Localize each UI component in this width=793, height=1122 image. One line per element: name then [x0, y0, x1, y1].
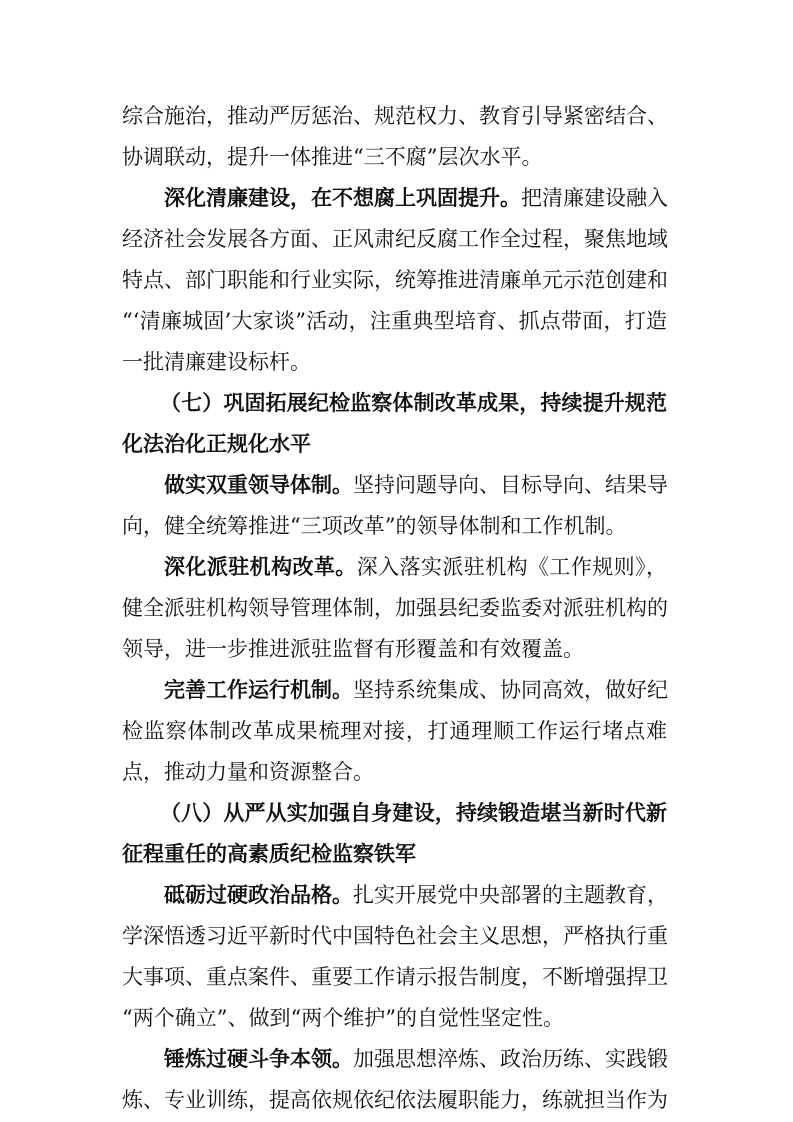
- paragraph-start-line: 完善工作运行机制。坚持系统集成、协同高效，做好纪: [164, 677, 668, 702]
- paragraph-start-line: 砥砺过硬政治品格。扎实开展党中央部署的主题教育，: [164, 882, 668, 907]
- text-line: 经济社会发展各方面、正风肃纪反腐工作全过程，聚焦地域: [122, 227, 668, 251]
- section-heading: （七）巩固拓展纪检监察体制改革成果，持续提升规范: [160, 390, 667, 415]
- paragraph-lead: 深化清廉建设，在不想腐上巩固提升。: [164, 185, 521, 210]
- text-line: 检监察体制改革成果梳理对接，打通理顺工作运行堵点难: [122, 719, 667, 743]
- paragraph-lead: 完善工作运行机制。: [164, 677, 353, 702]
- text-line: 一批清廉建设标杆。: [122, 350, 311, 374]
- section-heading: 征程重任的高素质纪检监察铁军: [122, 841, 416, 866]
- text-line: 学深悟透习近平新时代中国特色社会主义思想，严格执行重: [122, 924, 668, 948]
- paragraph-lead: 锤炼过硬斗争本领。: [164, 1046, 353, 1071]
- text-line: 点，推动力量和资源整合。: [122, 760, 374, 784]
- text-line: 向，健全统筹推进“三项改革”的领导体制和工作机制。: [122, 514, 627, 538]
- text-line: 大事项、重点案件、重要工作请示报告制度，不断增强捍卫: [122, 965, 668, 989]
- text-line: 炼、专业训练，提高依规依纪依法履职能力，练就担当作为: [122, 1088, 668, 1112]
- paragraph-start-line: 锤炼过硬斗争本领。加强思想淬炼、政治历练、实践锻: [164, 1046, 668, 1071]
- paragraph-lead: 做实双重领导体制。: [164, 472, 353, 497]
- section-heading: （八）从严从实加强自身建设，持续锻造堪当新时代新: [160, 800, 667, 825]
- paragraph-start-line: 做实双重领导体制。坚持问题导向、目标导向、结果导: [164, 472, 668, 497]
- paragraph-start-line: 深化派驻机构改革。深入落实派驻机构《工作规则》，: [164, 554, 667, 579]
- paragraph-start-line: 深化清廉建设，在不想腐上巩固提升。把清廉建设融入: [164, 185, 668, 210]
- paragraph-lead: 砥砺过硬政治品格。: [164, 882, 353, 907]
- section-heading: 化法治化正规化水平: [122, 431, 311, 456]
- paragraph-lead: 深化派驻机构改革。: [164, 554, 357, 579]
- text-line: 健全派驻机构领导管理体制，加强县纪委监委对派驻机构的: [122, 596, 668, 620]
- text-line: 领导，进一步推进派驻监督有形覆盖和有效覆盖。: [122, 637, 584, 661]
- text-line: 特点、部门职能和行业实际，统筹推进清廉单元示范创建和: [122, 268, 668, 292]
- text-line: 协调联动，提升一体推进“三不腐”层次水平。: [122, 145, 543, 169]
- text-line: “两个确立”、做到“两个维护”的自觉性坚定性。: [122, 1006, 564, 1030]
- text-line: “‘清廉城固’大家谈”活动，注重典型培育、抓点带面，打造: [122, 309, 667, 333]
- text-line: 综合施治，推动严厉惩治、规范权力、教育引导紧密结合、: [122, 104, 668, 128]
